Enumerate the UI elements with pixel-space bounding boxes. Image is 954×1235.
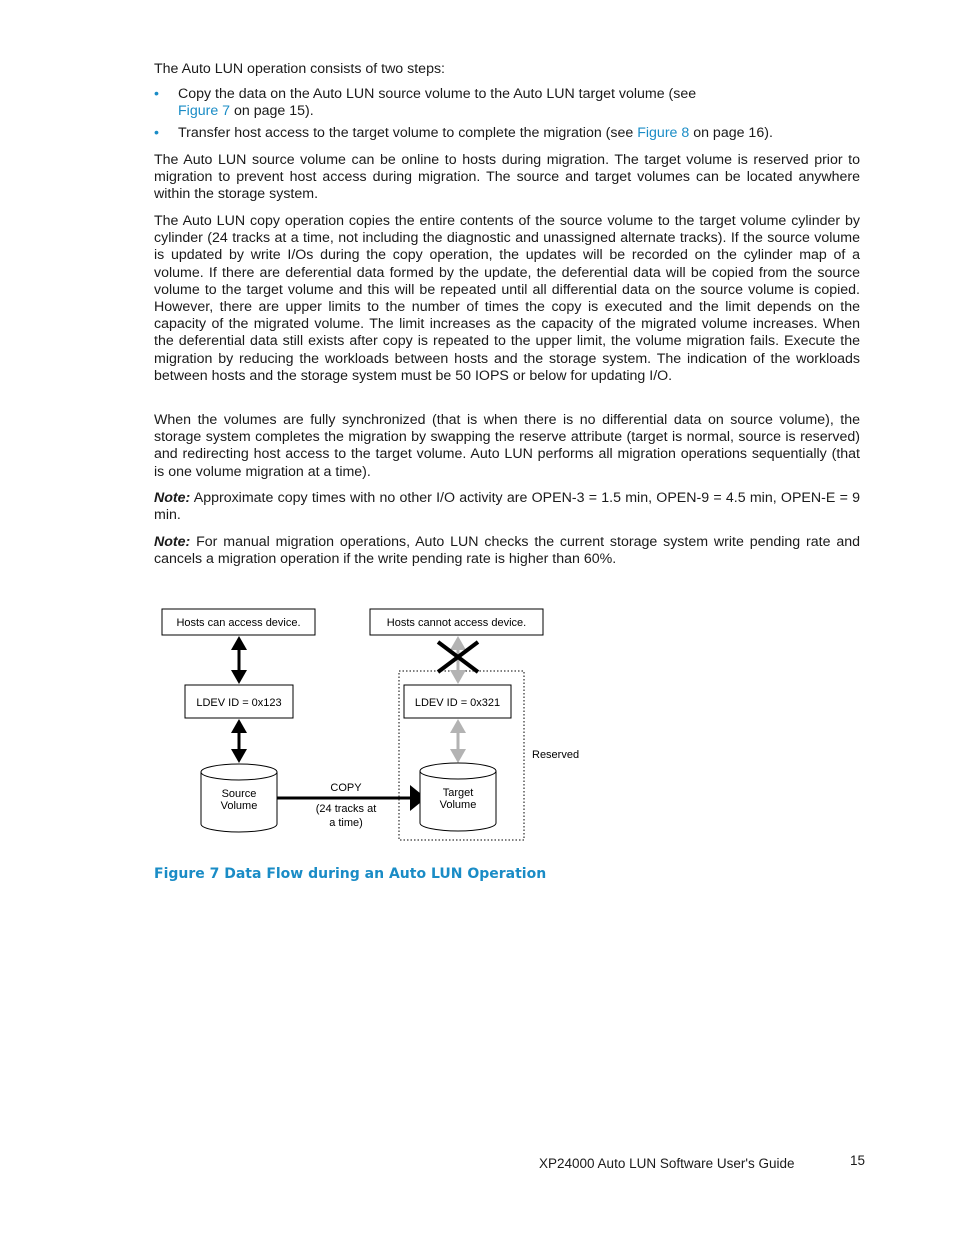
page-number: 15 bbox=[850, 1153, 866, 1168]
hosts-cannot-access-label: Hosts cannot access device. bbox=[386, 617, 527, 629]
copy-label: COPY bbox=[330, 782, 362, 794]
note-label: Note: bbox=[154, 490, 191, 506]
bullet-text-before: Copy the data on the Auto LUN source volume to the Auto LUN target volume (see bbox=[178, 86, 697, 102]
bullet-text-after: on page 16). bbox=[689, 125, 773, 141]
source-volume-label-2: Volume bbox=[220, 800, 258, 812]
footer-title: XP24000 Auto LUN Software User's Guide bbox=[539, 1156, 795, 1171]
bullet-dot: • bbox=[154, 125, 159, 141]
copy-sublabel-1: (24 tracks at bbox=[315, 803, 377, 815]
reserved-label: Reserved bbox=[532, 749, 580, 761]
ldev-source-label: LDEV ID = 0x123 bbox=[196, 697, 282, 709]
figure-7-link[interactable]: Figure 7 bbox=[178, 103, 231, 120]
intro-text: The Auto LUN operation consists of two steps: bbox=[154, 61, 445, 77]
paragraph: When the volumes are fully synchronized (that is when there is no differential data on source volume), the storage system completes the migration by swapping the reserve attribute (target is normal, source is reserved) and redirecting host access to the target volume. Auto LUN performs all migration operations sequentially (that is one volume migration at a time). bbox=[154, 412, 860, 480]
paragraph: The Auto LUN copy operation copies the entire contents of the source volume to the target volume cylinder by cylinder (24 tracks at a time, not including the diagnostic and unassigned alternate tracks). If the source volume is updated by write I/Os during the copy operation, the updates will be recorded on the cylinder map of a volume. If there are deferential data formed by the update, the deferential data will be copied from the source volume to the target volume and this will be repeated until all differential data on the source volume is copied. However, there are upper limits to the number of times the copy is executed and the limit depends on the capacity of the migrated volume. The limit increases as the capacity of the migrated volume increases. When the deferential data still exists after copy is repeated to the upper limit, the volume migration fails. Execute the migration by reducing the workloads between hosts and the storage system. The indication of the workloads between hosts and the storage system must be 50 IOPS or below for updating I/O. bbox=[154, 213, 860, 384]
copy-sublabel-2: a time) bbox=[329, 817, 363, 829]
note-text: For manual migration operations, Auto LUN checks the current storage system write pending rate and cancels a migration operation if the write pending rate is higher than 60%. bbox=[154, 534, 860, 568]
paragraph: The Auto LUN source volume can be online to hosts during migration. The target volume is reserved prior to migration to prevent host access during migration. The source and target volumes can be located anywhere within the storage system. bbox=[154, 152, 860, 203]
target-ldev-arrow bbox=[450, 719, 466, 763]
figure-8-link[interactable]: Figure 8 bbox=[637, 125, 690, 141]
target-volume-label-2: Volume bbox=[439, 799, 477, 811]
bullet-text-before: Transfer host access to the target volume to complete the migration (see bbox=[178, 125, 638, 141]
note-text: Approximate copy times with no other I/O activity are OPEN-3 = 1.5 min, OPEN-9 = 4.5 min, OPEN-E = 9 min. bbox=[154, 490, 860, 524]
ldev-target-label: LDEV ID = 0x321 bbox=[414, 697, 501, 709]
source-ldev-arrow bbox=[231, 719, 247, 763]
target-volume-label-1: Target bbox=[442, 787, 474, 799]
bullet-dot: • bbox=[154, 86, 159, 102]
note-label: Note: bbox=[154, 534, 191, 550]
source-host-arrow bbox=[231, 636, 247, 684]
source-volume-label-1: Source bbox=[221, 788, 257, 800]
hosts-can-access-label: Hosts can access device. bbox=[176, 617, 301, 629]
bullet-text-after: on page 15). bbox=[230, 103, 314, 120]
figure-caption: Figure 7 Data Flow during an Auto LUN Operation bbox=[154, 866, 547, 882]
